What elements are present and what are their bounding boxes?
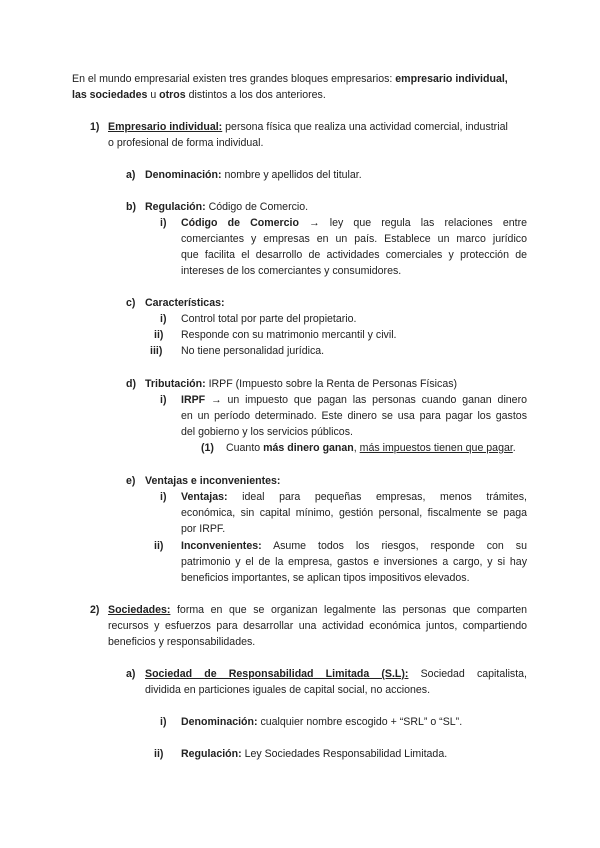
- item-1c-ii-text: Responde con su matrimonio mercantil y civil.: [181, 329, 397, 341]
- irpf-term: IRPF: [181, 394, 206, 406]
- item-1b-i-line-1: [181, 215, 527, 231]
- item-1b-i-text: → ley que regula las relaciones entre: [298, 217, 527, 229]
- section-1-title: Empresario individual:: [108, 121, 223, 133]
- item-1d-marker: d): [126, 378, 136, 390]
- item-1d-i-line-3: del gobierno y los servicios públicos.: [181, 426, 353, 438]
- item-1a-marker: a): [126, 169, 136, 181]
- item-1d-i-1-line: [226, 441, 516, 455]
- item-2a-i-label: Denominación:: [181, 716, 258, 728]
- intro-bold-empresario: empresario individual,: [395, 73, 508, 85]
- section-1-marker: 1): [90, 121, 100, 133]
- inconvenientes-label: Inconvenientes:: [181, 540, 262, 552]
- item-1e-ii-line-3: beneficios importantes, se aplican tipos impositivos elevados.: [181, 572, 470, 584]
- sub-text: Cuanto: [226, 442, 264, 454]
- item-1d-i-text: → un impuesto que pagan las personas cuando ganan dinero: [205, 394, 527, 406]
- item-2a-ii-label: Regulación:: [181, 748, 242, 760]
- item-1e-ii-line-2: patrimonio y el de la empresa, gastos e inversiones a cargo, y si hay: [181, 556, 527, 568]
- item-1c-ii-marker: ii): [154, 329, 164, 341]
- codigo-comercio-term: Código de Comercio: [181, 217, 299, 229]
- item-1c-iii-marker: iii): [150, 345, 163, 357]
- item-2a-marker: a): [126, 668, 136, 680]
- item-1c-i-text: Control total por parte del propietario.: [181, 313, 357, 325]
- item-1b-label: Regulación:: [145, 201, 206, 213]
- sub-bold: más dinero ganan: [263, 442, 354, 454]
- item-1e-label: Ventajas e inconvenientes:: [145, 475, 281, 487]
- item-2a-i-text: cualquier nombre escogido + “SRL” o “SL”.: [257, 716, 463, 728]
- item-2a-ii-line: [181, 747, 447, 761]
- item-1b-i-line-3: que facilita el desarrollo de actividades comerciales y protección de: [181, 249, 527, 261]
- item-1d-text: IRPF (Impuesto sobre la Renta de Personas Físicas): [205, 378, 458, 390]
- item-1d-i-1-marker: (1): [201, 442, 214, 454]
- section-2-line-2: recursos y esfuerzos para desarrollar una actividad económica juntos, compartiendo: [108, 620, 527, 632]
- intro-text: u: [147, 89, 160, 101]
- item-2a-i-line: [181, 715, 462, 729]
- item-1a-line: [145, 168, 362, 182]
- section-2-text: forma en que se organizan legalmente las personas que comparten: [170, 604, 527, 616]
- section-1-line-1: [108, 120, 508, 134]
- sub-text: ,: [353, 442, 360, 454]
- section-2-marker: 2): [90, 604, 100, 616]
- item-1c-i-marker: i): [160, 313, 167, 325]
- item-1e-i-line-2: económica, sin capital mínimo, gestión personal, fiscalmente se paga: [181, 507, 527, 519]
- ventajas-text: ideal para pequeñas empresas, menos trámites,: [227, 491, 527, 503]
- item-1e-ii-marker: ii): [154, 540, 164, 552]
- item-1b-marker: b): [126, 201, 136, 213]
- item-1e-ii-line-1: [181, 538, 527, 554]
- intro-line-1: [72, 72, 508, 86]
- item-1b-line: [145, 200, 308, 214]
- inconvenientes-text: Asume todos los riesgos, responde con su: [261, 540, 527, 552]
- item-1a-text: nombre y apellidos del titular.: [221, 169, 362, 181]
- item-1e-i-marker: i): [160, 491, 167, 503]
- item-1e-marker: e): [126, 475, 136, 487]
- intro-text: En el mundo empresarial existen tres grandes bloques empresarios:: [72, 73, 396, 85]
- section-2-line-3: beneficios y responsabilidades.: [108, 636, 256, 648]
- item-1a-label: Denominación:: [145, 169, 222, 181]
- item-1d-i-line-1: [181, 392, 527, 408]
- item-1d-i-marker: i): [160, 394, 167, 406]
- item-1e-i-line-3: por IRPF.: [181, 523, 226, 535]
- item-1b-i-line-2: comerciantes y empresas en un país. Establece un marco jurídico: [181, 233, 527, 245]
- sub-text: .: [512, 442, 516, 454]
- srl-title: Sociedad de Responsabilidad Limitada (S.L):: [145, 668, 409, 680]
- item-1e-i-line-1: [181, 489, 527, 505]
- sub-underline: más impuestos tienen que pagar: [359, 442, 513, 454]
- item-2a-line-1: [145, 666, 527, 682]
- item-1d-line: [145, 377, 457, 391]
- section-1-line-2: o profesional de forma individual.: [108, 137, 264, 149]
- item-2a-line-2: dividida en particiones iguales de capital social, no acciones.: [145, 684, 431, 696]
- ventajas-label: Ventajas:: [181, 491, 228, 503]
- item-2a-i-marker: i): [160, 716, 167, 728]
- intro-bold-sociedades: las sociedades: [72, 89, 148, 101]
- section-2-line-1: [108, 602, 527, 618]
- item-1c-label: Características:: [145, 297, 225, 309]
- intro-bold-otros: otros: [159, 89, 186, 101]
- item-2a-text: Sociedad capitalista,: [408, 668, 527, 680]
- item-1c-iii-text: No tiene personalidad jurídica.: [181, 345, 325, 357]
- section-1-text: persona física que realiza una actividad comercial, industrial: [222, 121, 508, 133]
- section-2-title: Sociedades:: [108, 604, 171, 616]
- item-1c-marker: c): [126, 297, 136, 309]
- item-1b-i-line-4: intereses de los comerciantes y consumidores.: [181, 265, 402, 277]
- item-1d-label: Tributación:: [145, 378, 206, 390]
- item-1d-i-line-2: en un período determinado. Este dinero se usa para pagar los gastos: [181, 410, 527, 422]
- item-2a-ii-text: Ley Sociedades Responsabilidad Limitada.: [241, 748, 448, 760]
- intro-line-2: [72, 88, 326, 102]
- item-1b-i-marker: i): [160, 217, 167, 229]
- item-2a-ii-marker: ii): [154, 748, 164, 760]
- item-1b-text: Código de Comercio.: [205, 201, 309, 213]
- intro-text: distintos a los dos anteriores.: [185, 89, 326, 101]
